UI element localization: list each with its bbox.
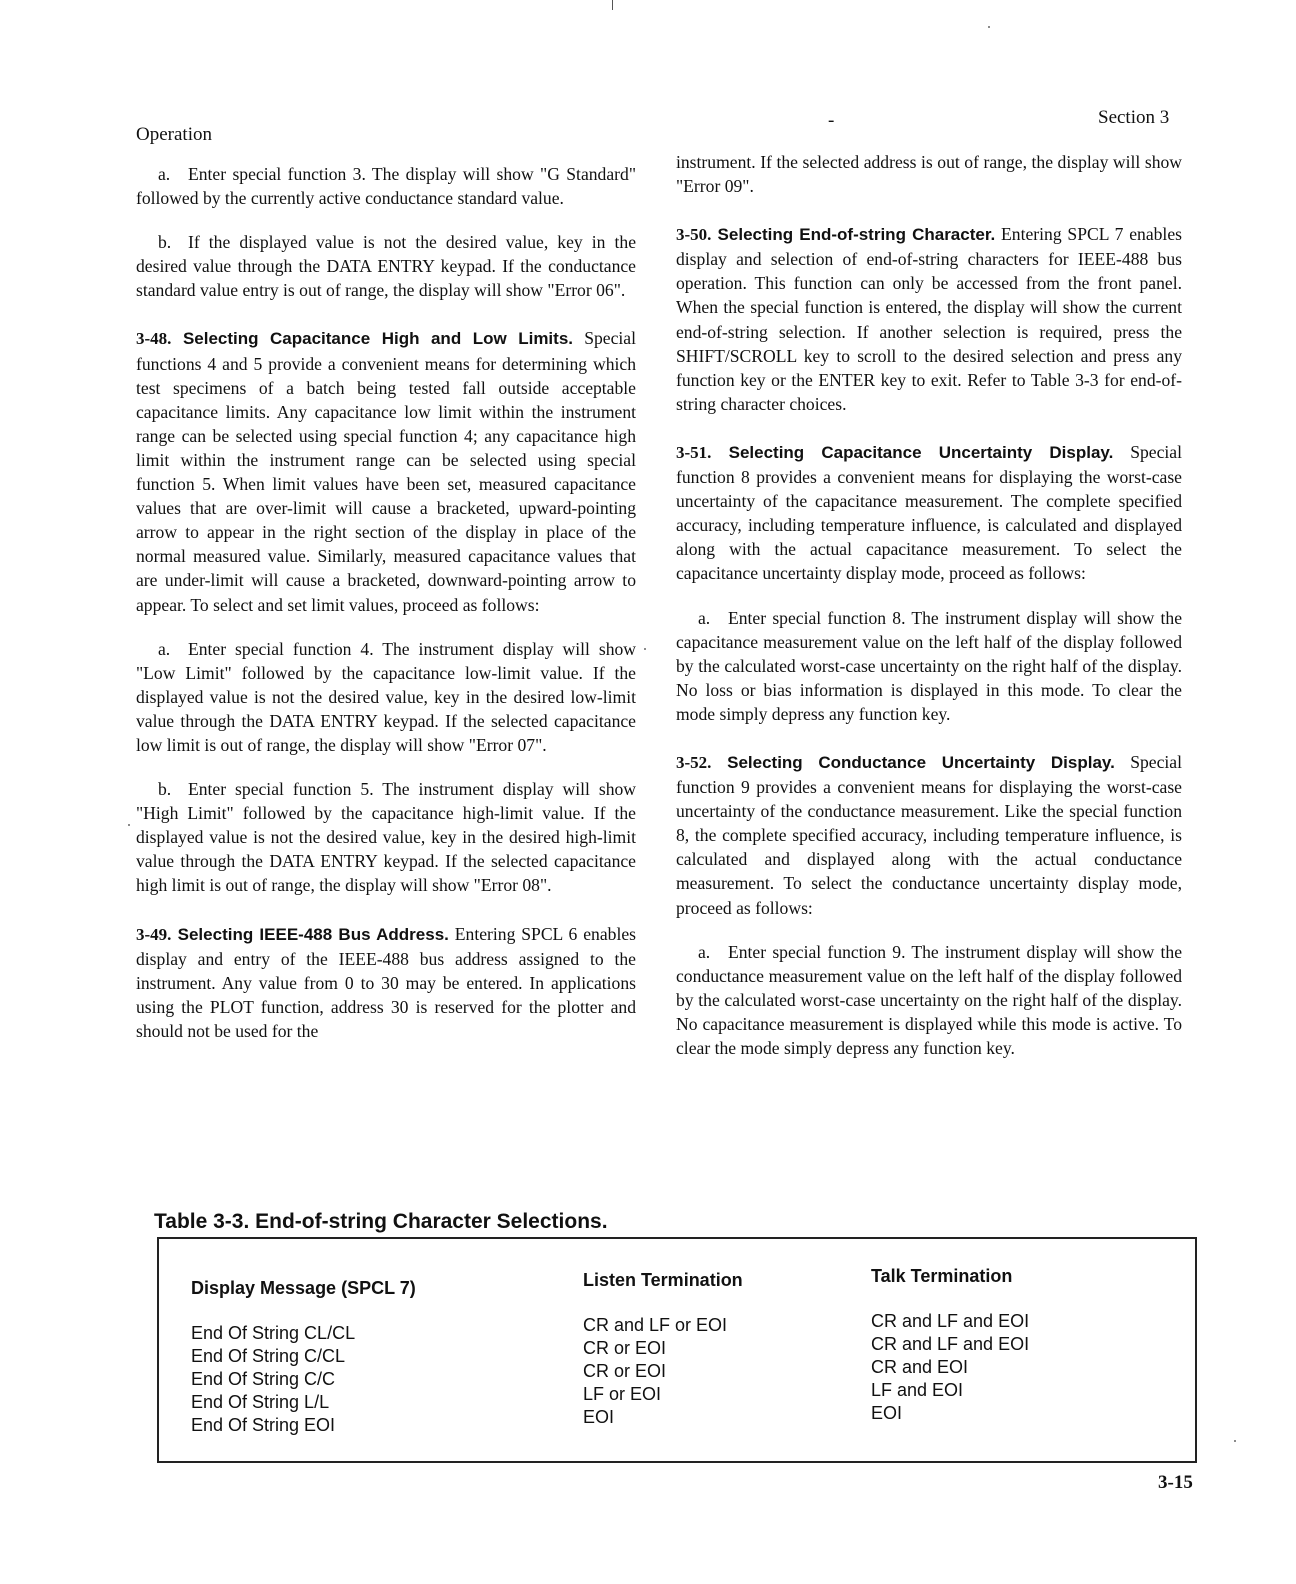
step-paragraph: b. If the displayed value is not the desired value, key in the desired value through the DATA ENTRY keypad. If the conductance standard value entry is out of range, the display will show "Error 06".	[136, 232, 636, 301]
section-heading: 3-51. Selecting Capacitance Uncertainty Display.	[676, 442, 1114, 462]
table-cell: CR or EOI	[583, 1338, 667, 1358]
step-paragraph: a. Enter special function 8. The instrument display will show the capacitance measurement value on the left half of the display followed by the calculated worst-case uncertainty on the right half of the display. No loss or bias information is displayed in this mode. To clear the mode simply depress any function key.	[676, 607, 1182, 724]
step-paragraph: a. Enter special function 3. The display will show "G Standard" followed by the currently active conductance standard value.	[136, 164, 636, 209]
step-paragraph: a. Enter special function 9. The instrument display will show the conductance measurement value on the left half of the display followed by the calculated worst-case uncertainty on the right half of the display. No capacitance measurement is displayed while this mode is active. To clear the mode simply depress any function key.	[676, 941, 1182, 1058]
table-cell: CR and EOI	[871, 1357, 969, 1377]
step-label: b.	[158, 232, 172, 253]
continued-paragraph: instrument. If the selected address is out of range, the display will show "Error 09".	[676, 152, 1182, 197]
step-label: a.	[698, 941, 711, 962]
table-cell: CR and LF or EOI	[583, 1315, 728, 1335]
section-heading: 3-52. Selecting Conductance Uncertainty Display.	[676, 752, 1115, 772]
header-dash: -	[828, 110, 835, 131]
running-header-left: Operation	[136, 124, 212, 145]
eos-table	[157, 1237, 1197, 1463]
left-column	[136, 162, 636, 1043]
table-header: Display Message (SPCL 7)	[191, 1278, 416, 1298]
step-label: a.	[158, 164, 171, 184]
section-3-49: 3-49. Selecting IEEE-488 Bus Address. Entering SPCL 6 enables display and entry of the IEEE-488 bus address assigned to the instrument. Any value from 0 to 30 may be entered. In applications using the PLOT function, address 30 is reserved for the plotter and should not be used for the	[136, 923, 636, 1041]
table-cell: EOI	[583, 1407, 615, 1427]
section-heading: 3-50. Selecting End-of-string Character.	[676, 225, 996, 245]
table-column-display-message	[191, 1277, 416, 1437]
right-column	[676, 150, 1182, 1060]
scan-mark	[612, 0, 613, 10]
table-cell: End Of String CL/CL	[191, 1323, 356, 1343]
table-cell: End Of String C/CL	[191, 1346, 346, 1366]
section-3-48: 3-48. Selecting Capacitance High and Low Limits. Special functions 4 and 5 provide a convenient means for determining which test specimens of a batch being tested fall outside acceptable capacitance limits. Any capacitance low limit within the instrument range can be selected using special function 4; any capacitance high limit within the instrument range can be selected using special function 5. When limit values have been set, measured capacitance values that are over-limit will cause a bracketed, upward-pointing arrow to appear in the right section of the display in place of the normal measured value. Similarly, measured capacitance values that are under-limit will cause a bracketed, downward-pointing arrow to appear. To select and set limit values, proceed as follows:	[136, 328, 636, 615]
table-column-talk	[871, 1265, 1029, 1425]
table-cell: CR and LF and EOI	[871, 1334, 1030, 1354]
step-paragraph: b. Enter special function 5. The instrument display will show "High Limit" followed by the capacitance high-limit value. If the displayed value is not the desired value, key in the desired high-limit value through the DATA ENTRY keypad. If the selected capacitance high limit is out of range, the display will show "Error 08".	[136, 779, 636, 896]
section-3-51: 3-51. Selecting Capacitance Uncertainty Display. Special function 8 provides a convenient means for displaying the worst-case uncertainty of the capacitance measurement. The complete specified accuracy, including temperature influence, is calculated and displayed along with the actual capacitance measurement. To select the capacitance uncertainty display mode, proceed as follows:	[676, 441, 1182, 584]
table-cell: End Of String EOI	[191, 1415, 336, 1435]
running-header-right: Section 3	[1098, 107, 1170, 128]
section-3-52: 3-52. Selecting Conductance Uncertainty Display. Special function 9 provides a convenient means for displaying the worst-case uncertainty of the conductance measurement. Like the special function 8, the complete specified accuracy, including temperature influence, is calculated and displayed along with the actual conductance measurement. To select the conductance uncertainty display mode, proceed as follows:	[676, 751, 1182, 918]
scan-speck	[988, 26, 990, 28]
table-title: Table 3-3. End-of-string Character Selections.	[154, 1210, 608, 1233]
scan-speck	[128, 824, 130, 826]
table-cell: End Of String C/C	[191, 1369, 336, 1389]
table-header: Talk Termination	[871, 1266, 1013, 1286]
section-heading: 3-48. Selecting Capacitance High and Low Limits.	[136, 329, 573, 349]
step-paragraph: a. Enter special function 4. The instrument display will show "Low Limit" followed by the capacitance low-limit value. If the displayed value is not the desired value, key in the desired low-limit value through the DATA ENTRY keypad. If the selected capacitance low limit is out of range, the display will show "Error 07".	[136, 638, 636, 755]
section-heading: 3-49. Selecting IEEE-488 Bus Address.	[136, 924, 449, 944]
page-number: 3-15	[1158, 1472, 1193, 1493]
table-cell: CR or EOI	[583, 1361, 667, 1381]
table-column-listen	[583, 1269, 743, 1429]
step-label: a.	[158, 638, 171, 659]
table-cell: LF and EOI	[871, 1380, 964, 1400]
step-label: b.	[158, 779, 172, 800]
table-header: Listen Termination	[583, 1270, 743, 1290]
table-cell: EOI	[871, 1403, 903, 1423]
table-cell: End Of String L/L	[191, 1392, 330, 1412]
step-label: a.	[698, 607, 711, 628]
scan-speck	[644, 648, 646, 650]
scan-speck	[1234, 1440, 1236, 1442]
table-cell: LF or EOI	[583, 1384, 662, 1404]
table-cell: CR and LF and EOI	[871, 1311, 1030, 1331]
section-3-50: 3-50. Selecting End-of-string Character. Entering SPCL 7 enables display and selection of end-of-string characters for IEEE-488 bus operation. This function can only be accessed from the front panel. When the special function is entered, the display will show the current end-of-string selection. If another selection is required, press the SHIFT/SCROLL key to scroll to the desired selection and press any function key or the ENTER key to exit. Refer to Table 3-3 for end-of-string character choices.	[676, 224, 1182, 414]
